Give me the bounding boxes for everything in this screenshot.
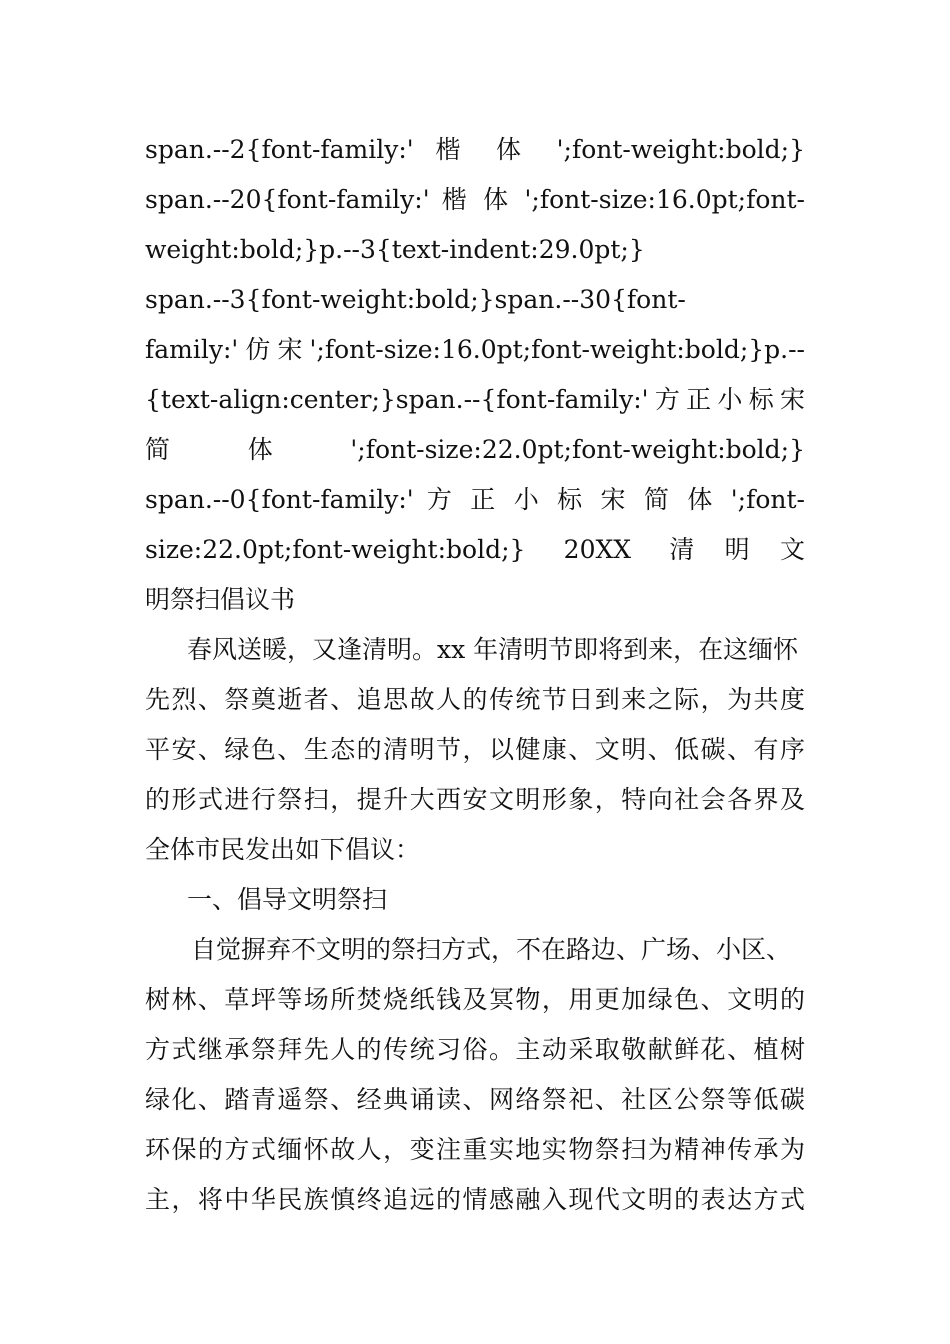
section-heading: 一、倡导文明祭扫: [187, 885, 388, 914]
css-residue-line: {text-align:center;}span.--{font-family:'方正小标宋: [145, 385, 805, 414]
css-residue-line: family:'仿宋';font-size:16.0pt;font-weight:bold;}p.--: [145, 335, 805, 364]
paragraph-line: 绿化、踏青遥祭、经典诵读、网络祭祀、社区公祭等低碳: [145, 1085, 805, 1114]
paragraph-line: 春风送暖，又逢清明。xx 年清明节即将到来，在这缅怀: [187, 635, 799, 664]
paragraph-line: 树林、草坪等场所焚烧纸钱及冥物，用更加绿色、文明的: [145, 985, 805, 1014]
paragraph-line: 平安、绿色、生态的清明节，以健康、文明、低碳、有序: [145, 735, 805, 764]
css-residue-line: weight:bold;}p.--3{text-indent:29.0pt;}: [145, 235, 645, 264]
css-residue-line: span.--3{font-weight:bold;}span.--30{font-: [145, 285, 686, 314]
paragraph-line: 环保的方式缅怀故人，变注重实地实物祭扫为精神传承为: [145, 1135, 805, 1164]
paragraph-line: 主，将中华民族慎终追远的情感融入现代文明的表达方式: [145, 1185, 805, 1214]
paragraph-line: 全体市民发出如下倡议：: [145, 835, 421, 864]
section-paragraph: [145, 925, 805, 1225]
paragraph-line: 自觉摒弃不文明的祭扫方式，不在路边、广场、小区、: [191, 935, 792, 964]
css-residue-line: span.--2{font-family:' 楷 体 ';font-weight:bold;}: [145, 135, 805, 164]
document-page: [145, 125, 805, 1225]
css-residue-line: size:22.0pt;font-weight:bold;} 20XX 清明文: [145, 535, 805, 564]
css-residue-block: [145, 125, 805, 575]
paragraph-line: 先烈、祭奠逝者、追思故人的传统节日到来之际，为共度: [145, 685, 805, 714]
css-residue-line: span.--20{font-family:' 楷 体 ';font-size:16.0pt;font-: [145, 185, 805, 214]
document-title: 明祭扫倡议书: [145, 585, 296, 614]
css-residue-line: 简 体 ';font-size:22.0pt;font-weight:bold;}: [145, 435, 805, 464]
css-residue-line: span.--0{font-family:' 方 正 小 标 宋 简 体 ';font-: [145, 485, 805, 514]
intro-paragraph: [145, 625, 805, 875]
paragraph-line: 的形式进行祭扫，提升大西安文明形象，特向社会各界及: [145, 785, 805, 814]
paragraph-line: 方式继承祭拜先人的传统习俗。主动采取敬献鲜花、植树: [145, 1035, 805, 1064]
